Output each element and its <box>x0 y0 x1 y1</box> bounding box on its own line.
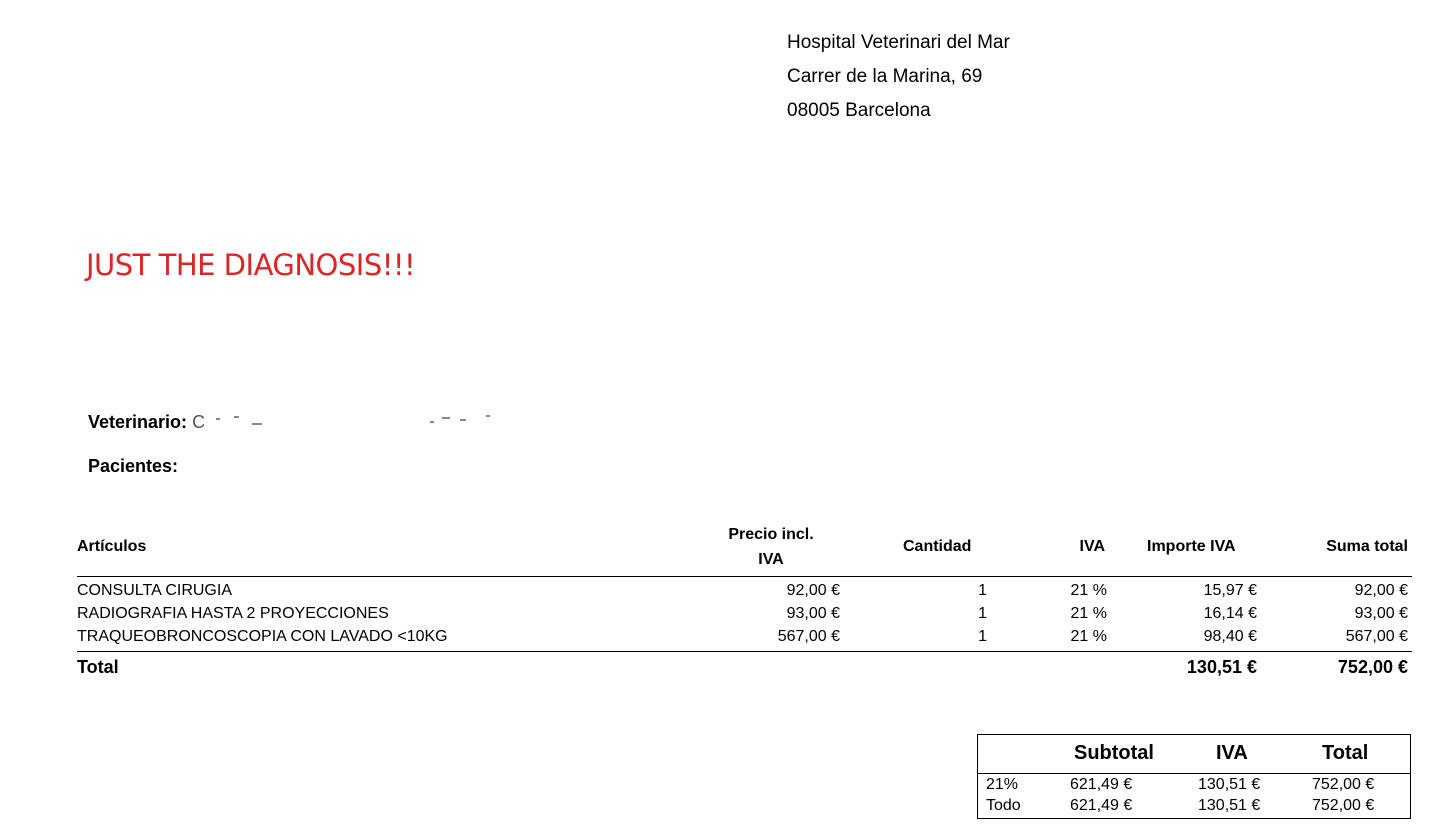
summary-total: 752,00 € <box>1312 776 1375 793</box>
cell-iva: 21 % <box>1070 628 1107 645</box>
cell-cantidad: 1 <box>978 605 987 622</box>
cell-articulo: RADIOGRAFIA HASTA 2 PROYECCIONES <box>77 605 389 622</box>
summary-rate: Todo <box>986 797 1021 814</box>
items-table-header <box>77 518 1412 577</box>
clinic-street: Carrer de la Marina, 69 <box>787 66 983 87</box>
summary-header-subtotal: Subtotal <box>1074 742 1154 764</box>
summary-header-total: Total <box>1322 742 1369 764</box>
summary-subtotal: 621,49 € <box>1070 776 1133 793</box>
total-importe-iva: 130,51 € <box>1186 657 1257 677</box>
summary-rows <box>978 774 1410 819</box>
diagnosis-annotation: JUST THE DIAGNOSIS!!! <box>86 248 416 282</box>
header-importe-iva: Importe IVA <box>1147 538 1236 555</box>
table-row <box>978 795 1410 816</box>
summary-iva: 130,51 € <box>1198 776 1261 793</box>
header-cantidad: Cantidad <box>903 538 972 555</box>
clinic-city: 08005 Barcelona <box>787 100 931 121</box>
cell-importe-iva: 16,14 € <box>1203 605 1257 622</box>
cell-suma-total: 567,00 € <box>1345 628 1408 645</box>
cell-iva: 21 % <box>1070 582 1107 599</box>
veterinarian-label: Veterinario: <box>88 412 188 432</box>
veterinarian-name-fragment: C <box>192 412 206 432</box>
header-iva: IVA <box>1079 538 1105 555</box>
items-table-rows <box>77 577 1412 652</box>
cell-cantidad: 1 <box>978 582 987 599</box>
summary-header-iva: IVA <box>1216 742 1248 764</box>
cell-articulo: CONSULTA CIRUGIA <box>77 582 232 599</box>
items-table <box>77 518 1412 682</box>
cell-cantidad: 1 <box>978 628 987 645</box>
redacted-name <box>210 413 540 433</box>
cell-precio: 93,00 € <box>786 605 840 622</box>
header-precio-line1: Precio incl. <box>728 526 814 543</box>
table-row <box>77 625 1412 648</box>
header-precio-line2: IVA <box>758 551 784 568</box>
cell-precio: 567,00 € <box>777 628 840 645</box>
cell-suma-total: 92,00 € <box>1354 582 1408 599</box>
cell-precio: 92,00 € <box>786 582 840 599</box>
summary-header <box>978 735 1410 774</box>
cell-suma-total: 93,00 € <box>1354 605 1408 622</box>
patients-label: Pacientes: <box>88 456 179 476</box>
header-articulos: Artículos <box>77 538 147 555</box>
table-row <box>77 579 1412 602</box>
items-total-row <box>77 652 1412 682</box>
cell-importe-iva: 15,97 € <box>1203 582 1257 599</box>
cell-iva: 21 % <box>1070 605 1107 622</box>
summary-total: 752,00 € <box>1312 797 1375 814</box>
clinic-name: Hospital Veterinari del Mar <box>787 32 1010 53</box>
summary-iva: 130,51 € <box>1198 797 1261 814</box>
table-row <box>77 602 1412 625</box>
clinic-address <box>787 26 1010 128</box>
cell-importe-iva: 98,40 € <box>1203 628 1257 645</box>
veterinarian-line <box>88 412 540 433</box>
header-precio <box>697 522 845 572</box>
tax-summary-table <box>977 734 1411 819</box>
cell-articulo: TRAQUEOBRONCOSCOPIA CON LAVADO <10KG <box>77 628 448 645</box>
summary-rate: 21% <box>986 776 1019 793</box>
total-suma-total: 752,00 € <box>1337 657 1408 677</box>
table-row <box>978 774 1410 795</box>
total-label: Total <box>77 657 119 677</box>
header-suma-total: Suma total <box>1326 538 1408 555</box>
summary-subtotal: 621,49 € <box>1070 797 1133 814</box>
